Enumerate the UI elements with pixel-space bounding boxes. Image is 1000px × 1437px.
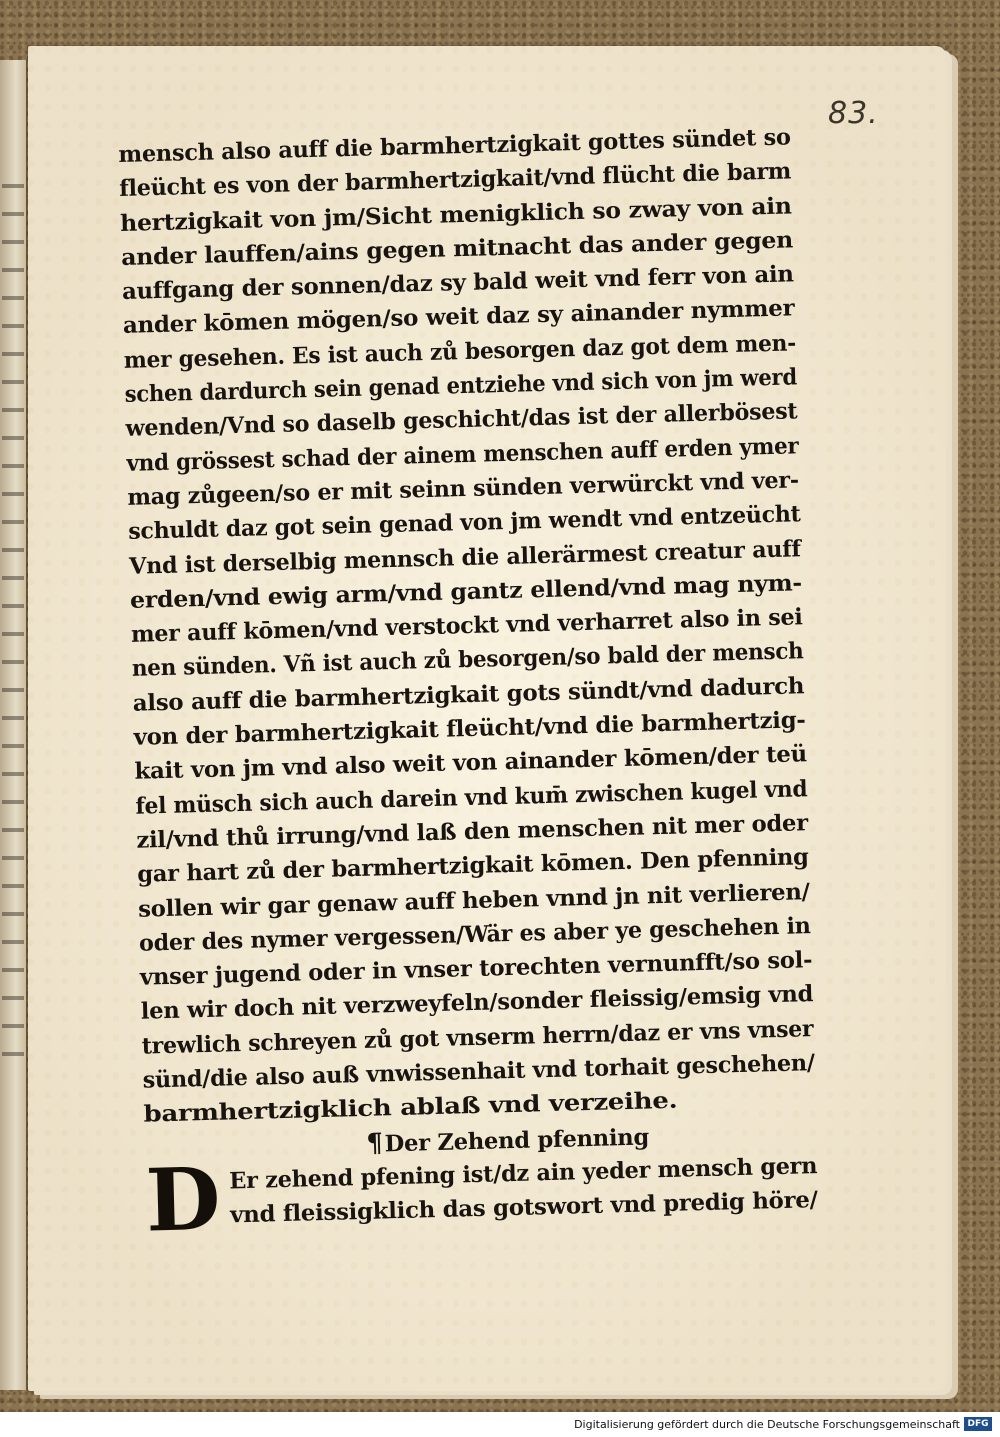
pilcrow-mark: ¶ — [366, 1128, 384, 1159]
text-line: fel müsch sich auch darein vnd kum̄ zwischen kugel vnd — [135, 775, 808, 820]
text-line: kait von jm vnd also weit von ainander kōmen/der teü — [134, 741, 808, 786]
text-line: vnser jugend oder in vnser torechten vernunfft/so sol- — [139, 947, 813, 991]
text-line: barmhertzigklich ablaß vnd verzeihe. — [143, 1088, 678, 1128]
text-line: Vnd ist derselbig mennsch die allerärmest creatur auff — [128, 535, 802, 580]
dfg-logo-icon: DFG — [964, 1417, 992, 1431]
body-lines — [118, 120, 824, 1132]
text-line: mer auff kōmen/vnd verstockt vnd verharret also in sei — [130, 604, 803, 648]
decorated-initial: D — [144, 1148, 222, 1252]
footer-bar — [0, 1412, 1000, 1437]
text-line: also auff die barmhertzigkait gots sündt/vnd dadurch — [132, 672, 805, 717]
text-line: ander lauffen/ains gegen mitnacht das ander gegen — [120, 227, 794, 271]
text-line: erden/vnd ewig arm/vnd gantz ellend/vnd mag nym- — [129, 570, 803, 614]
text-line: gar hart zů der barmhertzigkait kōmen. Den pfenning — [136, 844, 809, 888]
text-line: von der barmhertzigkait fleücht/vnd die barmhertzig- — [133, 707, 806, 751]
folio-number: 83. — [828, 96, 879, 131]
facing-page-text-fragment — [2, 170, 24, 1070]
text-line: schuldt daz got sein genad von jm wendt vnd entzeücht — [127, 501, 801, 546]
text-line: schen dardurch sein genad entziehe vnd sich von jm werd — [124, 364, 798, 408]
section-heading-text: Der Zehend pfenning — [384, 1124, 650, 1157]
text-line: vnd fleissigklich das gotswort vnd predig höre/ — [229, 1187, 818, 1229]
text-line: oder des nymer vergessen/Wär es aber ye geschehen in — [138, 912, 811, 957]
text-line: Er zehend pfening ist/dz ain yeder mensch gern — [229, 1152, 818, 1195]
text-line: hertzigkait von jm/Sicht menigklich so zway von ain — [119, 192, 793, 237]
text-line: len wir doch nit verzweyfeln/sonder fleissig/emsig vnd — [140, 981, 814, 1026]
text-line: sollen wir gar genaw auff heben vnnd jn nit verlieren/ — [137, 878, 810, 923]
text-line: ander kōmen mögen/so weit daz sy ainander nymmer — [122, 295, 795, 340]
text-line: zil/vnd thů irrung/vnd laß den menschen nit mer oder — [136, 810, 809, 854]
text-line: sünd/die also auß vnwissenhait vnd torhait geschehen/ — [142, 1050, 816, 1094]
text-line: wenden/Vnd so daselb geschicht/das ist der allerbösest — [125, 398, 798, 443]
text-line: mer gesehen. Es ist auch zů besorgen daz got dem men- — [123, 330, 797, 374]
funding-credit: Digitalisierung gefördert durch die Deutsche Forschungsgemeinschaft — [574, 1418, 960, 1431]
text-line: auffgang der sonnen/daz sy bald weit vnd ferr von ain — [121, 261, 794, 306]
page-text-block — [118, 120, 826, 1252]
text-line: mag zůgeen/so er mit seinn sünden verwürckt vnd ver- — [127, 467, 800, 511]
text-line: mensch also auff die barmhertzigkait gottes sündet so — [118, 124, 791, 168]
text-line: fleücht es von der barmhertzigkait/vnd flücht die barm — [119, 158, 792, 203]
text-line: nen sünden. Vñ ist auch zů besorgen/so bald der mensch — [131, 638, 804, 683]
text-line: trewlich schreyen zů got vnserm herrn/daz er vns vnser — [141, 1015, 814, 1060]
text-line: vnd grössest schad der ainem menschen auff erden ymer — [126, 432, 799, 477]
facing-page-edge — [0, 60, 27, 1390]
